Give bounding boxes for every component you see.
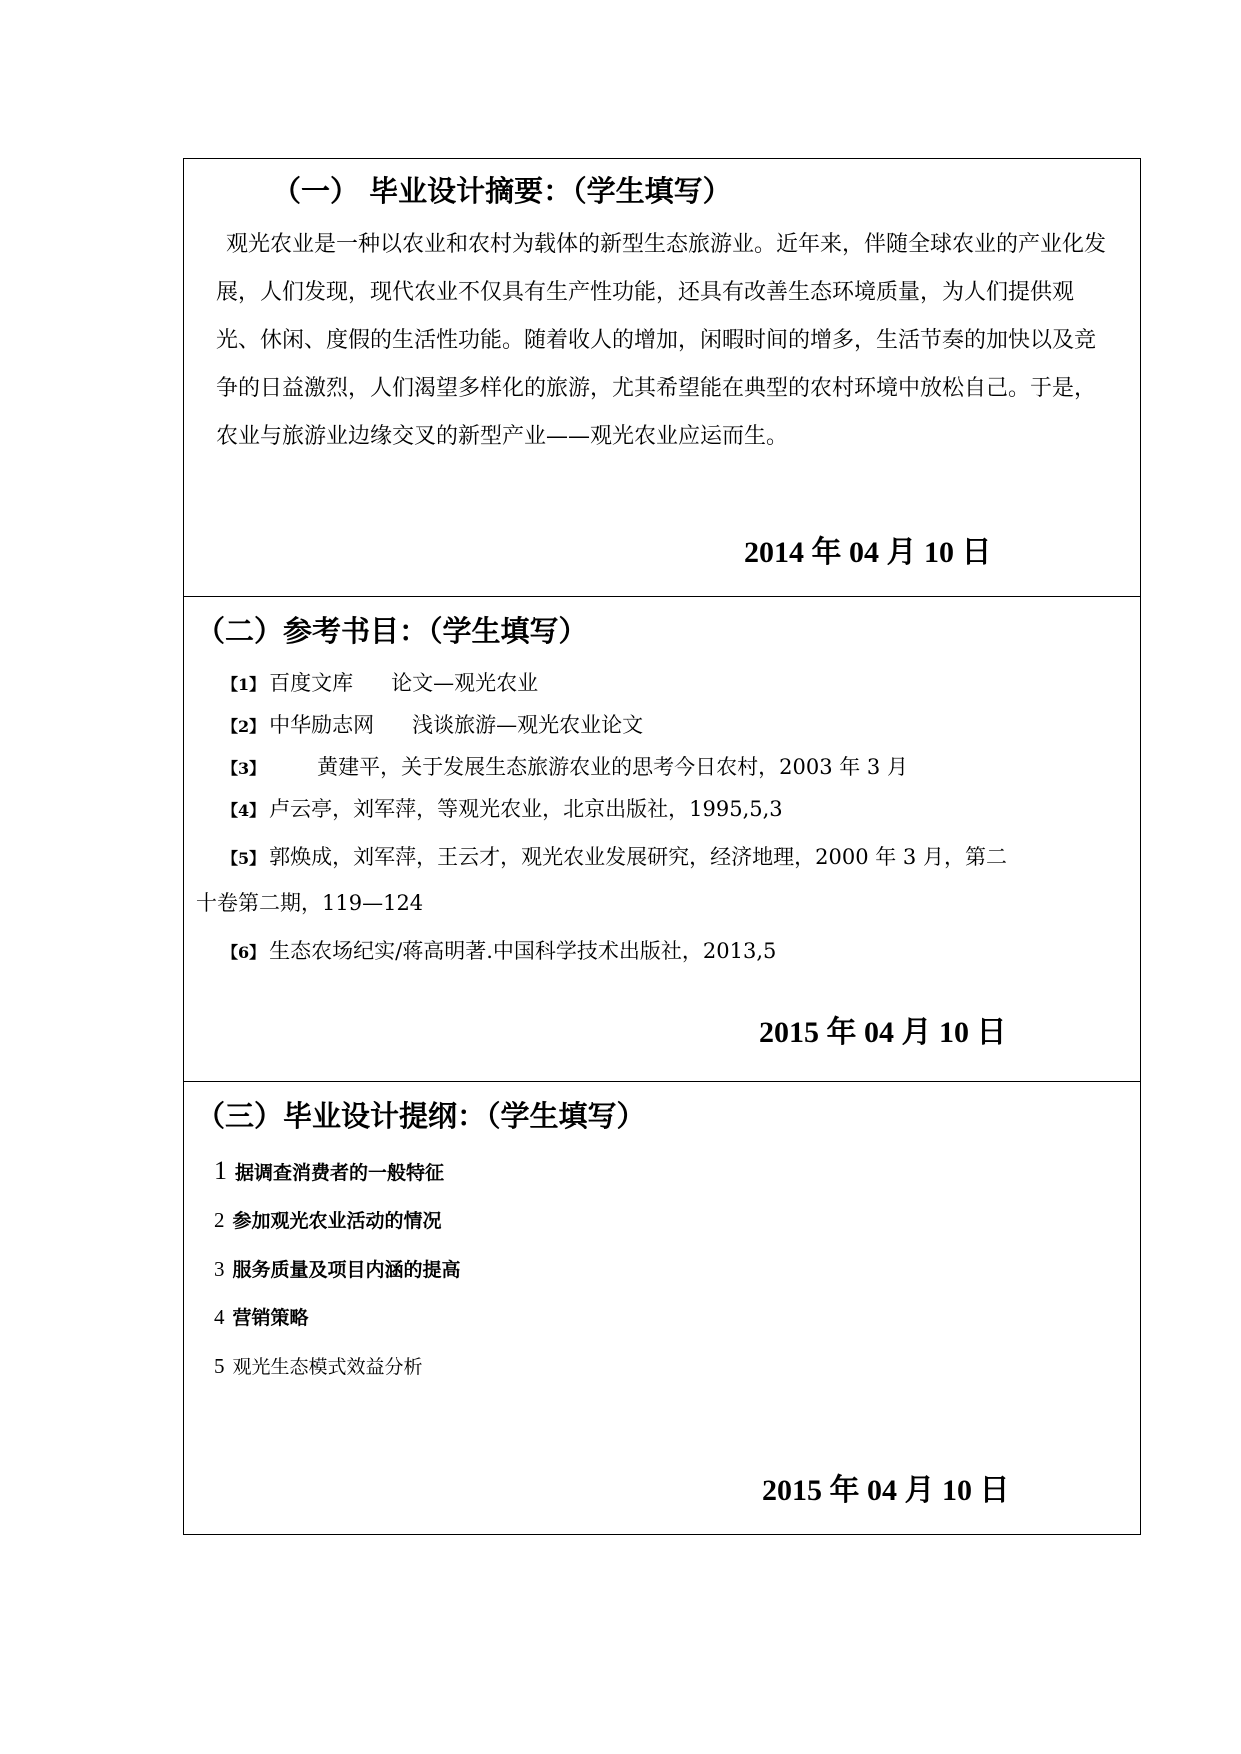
- reference-item: [222, 667, 538, 697]
- reference-text-2: 浅谈旅游—观光农业论文: [412, 713, 644, 737]
- reference-text: 百度文库: [269, 671, 354, 695]
- reference-text: 黄建平，关于发展生态旅游农业的思考今日农村，2003 年 3 月: [317, 755, 908, 779]
- outline-number: 4: [214, 1305, 225, 1329]
- outline-number: 3: [214, 1257, 225, 1281]
- references-heading: （二）参考书目：（学生填写）: [196, 614, 588, 648]
- reference-number: 【6】: [222, 943, 266, 962]
- outline-item: [214, 1156, 444, 1186]
- references-date: 2015 年 04 月 10 日: [759, 1016, 1007, 1049]
- reference-continuation: 十卷第二期，119—124: [196, 891, 424, 915]
- outline-item: [214, 1352, 423, 1379]
- reference-number: 【2】: [222, 717, 266, 736]
- reference-text: 卢云亭，刘军萍，等观光农业，北京出版社，1995,5,3: [269, 797, 783, 821]
- reference-text-2: 论文—观光农业: [391, 671, 539, 695]
- form-table: [183, 158, 1141, 1535]
- outline-text: 参加观光农业活动的情况: [232, 1210, 442, 1232]
- outline-text: 营销策略: [232, 1307, 309, 1329]
- reference-text: 郭焕成，刘军萍，王云才，观光农业发展研究，经济地理，2000 年 3 月，第二: [269, 845, 1007, 869]
- outline-section: [184, 1082, 1140, 1536]
- outline-item: [214, 1206, 442, 1233]
- reference-text: 生态农场纪实/蒋高明著.中国科学技术出版社，2013,5: [269, 939, 777, 963]
- reference-number: 【4】: [222, 801, 266, 820]
- reference-item: [222, 709, 643, 739]
- outline-item: [214, 1303, 309, 1330]
- abstract-heading: （一） 毕业设计摘要：（学生填写）: [272, 174, 732, 208]
- abstract-date: 2014 年 04 月 10 日: [744, 536, 992, 569]
- reference-text: 中华励志网: [269, 713, 375, 737]
- reference-item: [222, 935, 776, 965]
- outline-item: [214, 1255, 461, 1282]
- reference-number: 【5】: [222, 849, 266, 868]
- abstract-section: [184, 159, 1140, 597]
- outline-text: 服务质量及项目内涵的提高: [232, 1259, 461, 1281]
- reference-number: 【1】: [222, 675, 266, 694]
- reference-number: 【3】: [222, 759, 266, 778]
- outline-number: 1: [214, 1156, 227, 1185]
- outline-number: 2: [214, 1208, 225, 1232]
- abstract-paragraph: 观光农业是一种以农业和农村为载体的新型生态旅游业。近年来，伴随全球农业的产业化发展，人们发现，现代农业不仅具有生产性功能，还具有改善生态环境质量，为人们提供观光、休闲、度假的生活性功能。随着收人的增加，闲暇时间的增多，生活节奏的加快以及竞争的日益激烈，人们渴望多样化的旅游，尤其希望能在典型的农村环境中放松自己。于是，农业与旅游业边缘交叉的新型产业——观光农业应运而生。: [216, 232, 1107, 449]
- reference-item: [222, 841, 1007, 871]
- reference-item: [222, 793, 783, 823]
- references-section: [184, 597, 1140, 1082]
- outline-text: 观光生态模式效益分析: [232, 1356, 423, 1378]
- outline-text: 据调查消费者的一般特征: [235, 1162, 445, 1184]
- reference-item: [222, 751, 908, 781]
- outline-date: 2015 年 04 月 10 日: [762, 1474, 1010, 1507]
- outline-heading: （三）毕业设计提纲：（学生填写）: [196, 1099, 646, 1133]
- outline-number: 5: [214, 1354, 225, 1378]
